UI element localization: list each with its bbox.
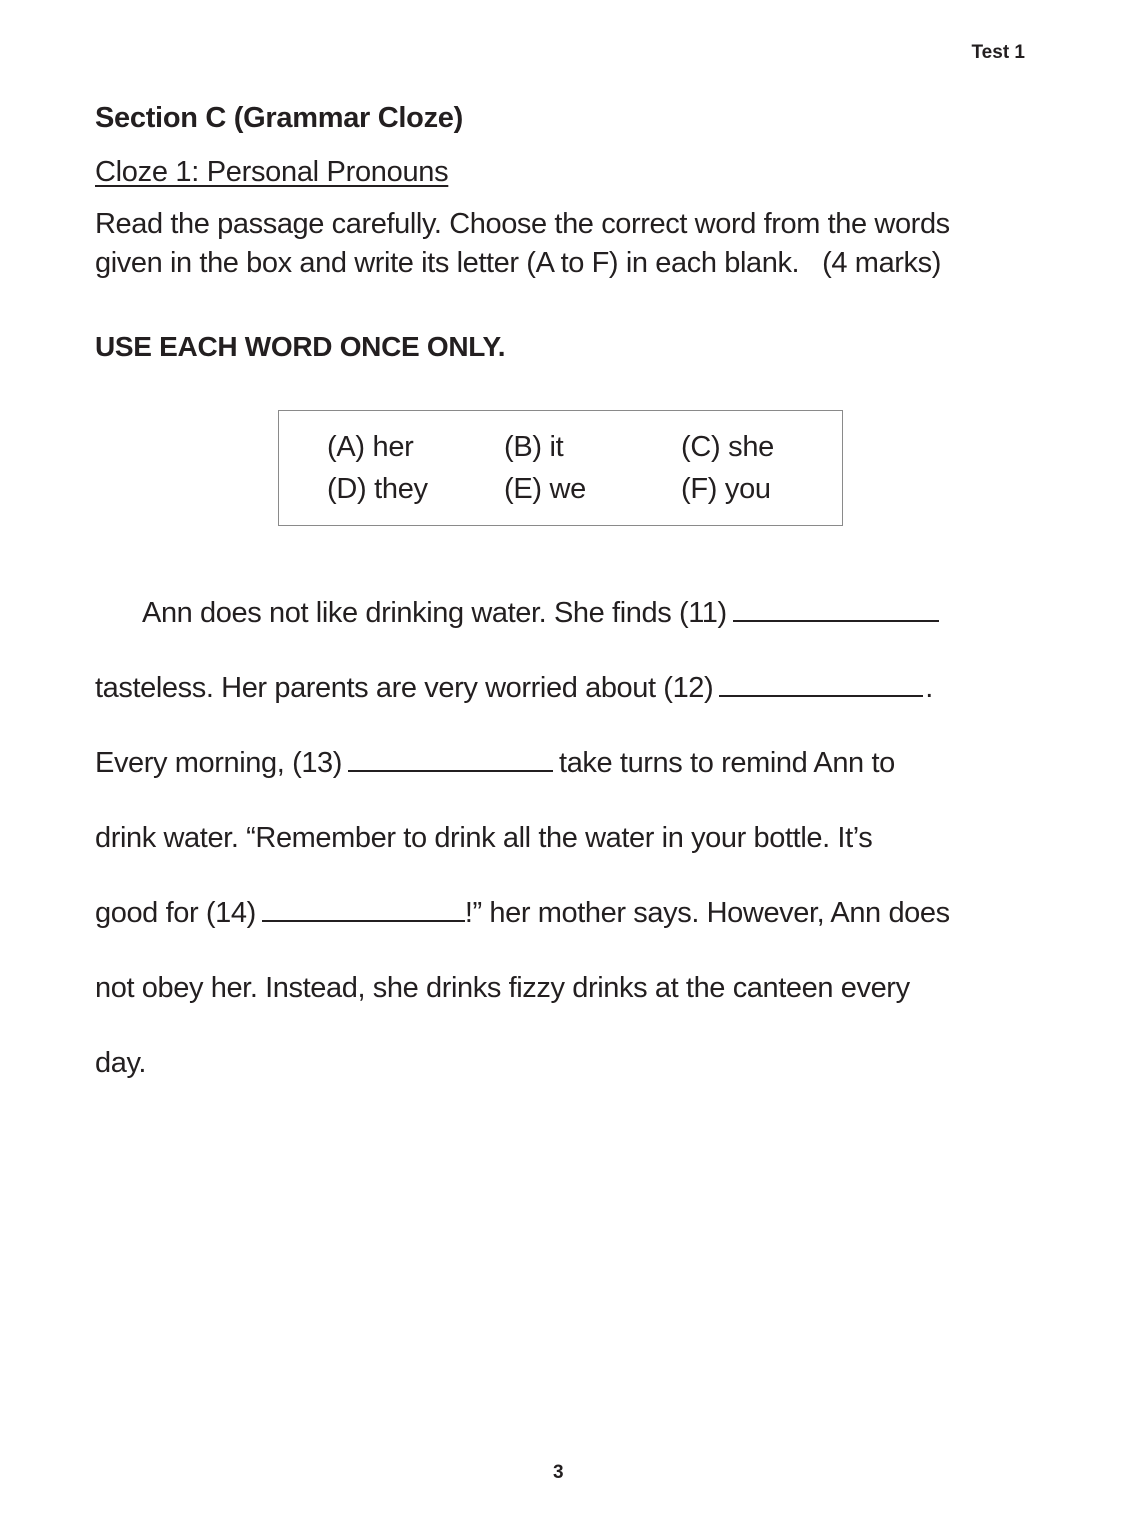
passage-line-3 <box>95 747 895 780</box>
section-title: Section C (Grammar Cloze) <box>95 102 463 134</box>
passage-line-7: day. <box>95 1047 147 1079</box>
cloze-title: Cloze 1: Personal Pronouns <box>95 156 449 188</box>
blank-14[interactable] <box>262 919 465 922</box>
passage-text: good for (14) <box>95 897 256 929</box>
option-d: (D) they <box>327 473 428 505</box>
option-c: (C) she <box>681 431 774 463</box>
passage-text: tasteless. Her parents are very worried about (12) <box>95 672 714 704</box>
passage-text: . <box>925 672 933 704</box>
blank-13[interactable] <box>348 769 553 772</box>
use-each-word-rule: USE EACH WORD ONCE ONLY. <box>95 331 506 362</box>
passage-line-2 <box>95 672 933 705</box>
test-label: Test 1 <box>971 42 1025 63</box>
option-b: (B) it <box>504 431 564 463</box>
passage-line-5 <box>95 897 950 930</box>
option-f: (F) you <box>681 473 771 505</box>
passage-text: !” her mother says. However, Ann does <box>464 897 950 929</box>
page-number: 3 <box>553 1462 564 1483</box>
instructions-line-2: given in the box and write its letter (A to F) in each blank. (4 marks) <box>95 247 942 279</box>
passage-text: Every morning, (13) <box>95 747 343 779</box>
passage-text: Ann does not like drinking water. She finds (11) <box>142 597 727 629</box>
instructions-line-1: Read the passage carefully. Choose the correct word from the words <box>95 208 950 240</box>
word-box <box>278 410 843 526</box>
blank-12[interactable] <box>719 694 923 697</box>
passage-text: take turns to remind Ann to <box>559 747 895 779</box>
option-e: (E) we <box>504 473 586 505</box>
option-a: (A) her <box>327 431 414 463</box>
passage-line-1 <box>142 597 945 630</box>
blank-11[interactable] <box>733 619 939 622</box>
passage-line-6: not obey her. Instead, she drinks fizzy drinks at the canteen every <box>95 972 910 1004</box>
passage-line-4: drink water. “Remember to drink all the water in your bottle. It’s <box>95 822 873 854</box>
